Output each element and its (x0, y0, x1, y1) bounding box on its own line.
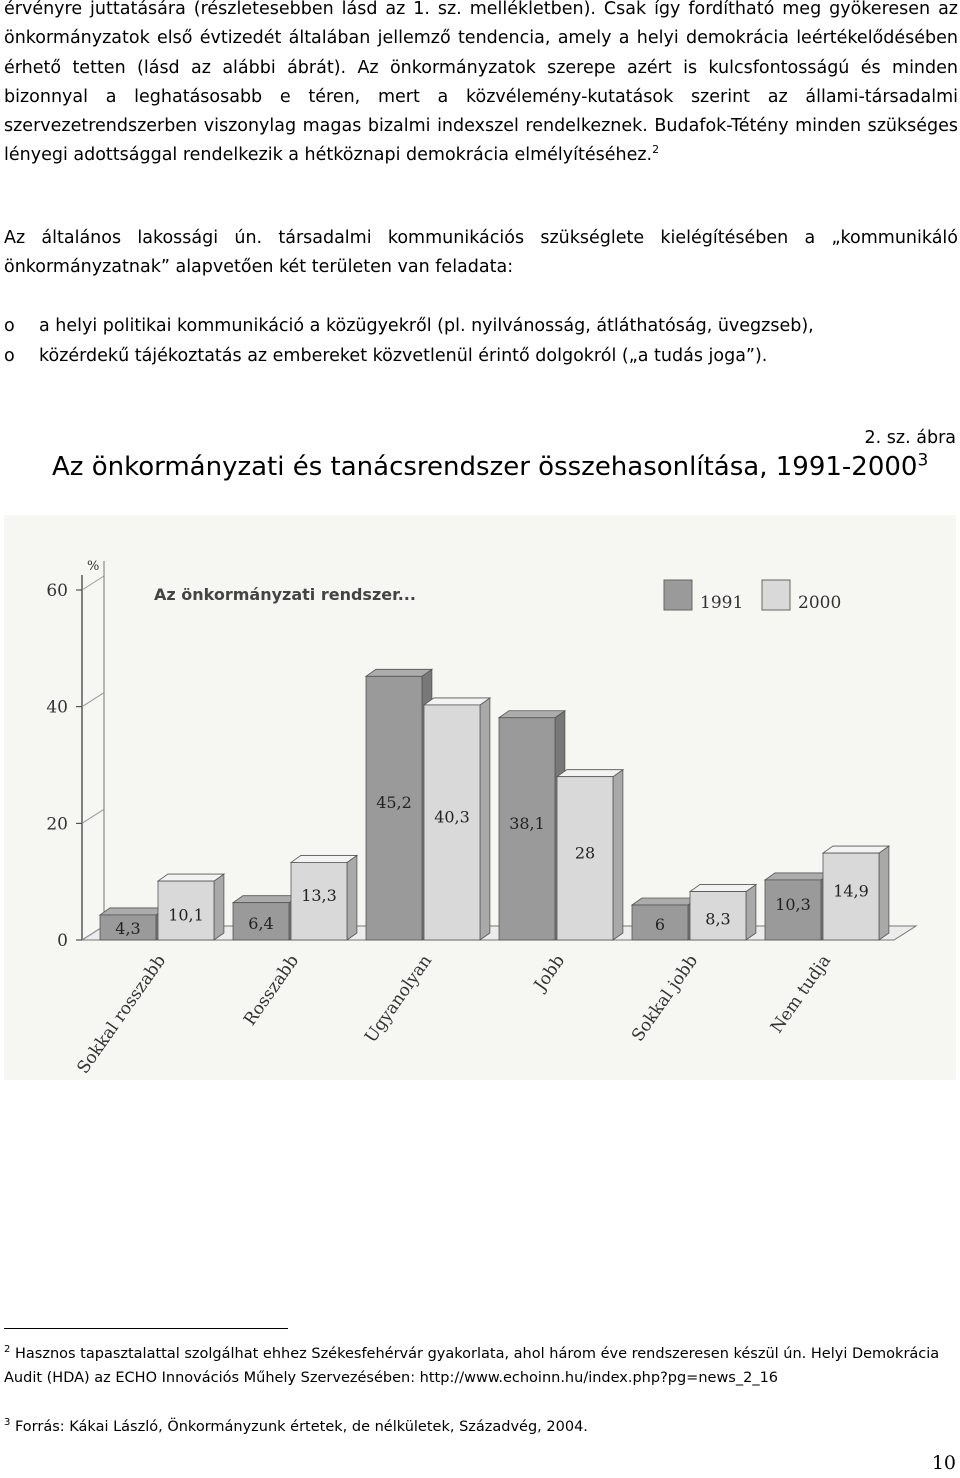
y-tick-label: 0 (57, 931, 68, 951)
body-paragraph-1 (4, 0, 958, 171)
bar-top-1991 (765, 873, 831, 880)
bar-value-label: 10,3 (775, 894, 811, 914)
bar-top-1991 (499, 711, 565, 718)
legend-label-1991: 1991 (700, 593, 744, 613)
bar-value-label: 8,3 (705, 909, 731, 929)
paragraph-1-text: érvényre juttatására (részletesebben lásd az 1. sz. mellékletben). Csak így fordítható meg gyökeresen az önkormányzatok első évtizedét általában jellemző tendencia, amely a helyi demokrácia leértékelődésében érhető tetten (lásd az alábbi ábrát). Az önkormányzatok szerepe azért is kulcsfontosságú és minden bizonnyal a leghatásosabb e téren, mert a közvélemény-kutatások szerint az állami-társadalmi szervezetrendszerben viszonylag magas bizalmi indexszel rendelkeznek. Budafok-Tétény minden szükséges lényegi adottsággal rendelkezik a hétköznapi demokrácia elmélyítéséhez. (4, 0, 958, 166)
footnote-2-number: 2 (4, 1344, 11, 1356)
bar-chart-svg (4, 515, 956, 1080)
bar-value-label: 6 (654, 915, 666, 934)
bar-value-label: 10,1 (168, 905, 204, 925)
footnote-separator (4, 1328, 288, 1329)
chart-inner-title: Az önkormányzati rendszer... (154, 585, 416, 604)
bar-side-2000 (613, 770, 623, 940)
bar-side-2000 (746, 885, 756, 940)
bar-value-label: 45,2 (376, 793, 412, 813)
bar-top-2000 (823, 846, 889, 853)
x-category-label: Jobb (530, 951, 570, 995)
legend-swatch-1991 (664, 580, 692, 610)
bullet-mark: o (4, 346, 15, 366)
bar-top-2000 (291, 855, 357, 862)
footnote-3-number: 3 (4, 1417, 11, 1429)
y-tick-label: 60 (46, 581, 68, 601)
footnote-2-text: Hasznos tapasztalattal szolgálhat ehhez Székesfehérvár gyakorlata, ahol három éve rendszeresen készül ún. Helyi Demokrácia Audit (HDA) az ECHO Innovációs Műhely Szervezésében: http://www.echoinn.hu/index.php?pg=news_2_16 (4, 1346, 940, 1386)
bullet-item-1 (4, 312, 958, 341)
bar-top-2000 (690, 885, 756, 892)
bullet-mark: o (4, 316, 15, 336)
x-category-label: Rosszabb (240, 951, 304, 1030)
footnote-ref-3[interactable]: 3 (917, 450, 929, 471)
bullet-item-2 (4, 342, 958, 371)
bar-top-1991 (100, 908, 166, 915)
bar-chart (4, 515, 956, 1080)
bar-value-label: 28 (574, 843, 596, 863)
bar-top-2000 (158, 874, 224, 881)
bar-top-1991 (233, 896, 299, 903)
x-category-label: Sokkal jobb (627, 951, 703, 1046)
bar-side-2000 (480, 698, 490, 940)
bar-side-2000 (347, 855, 357, 940)
bar-top-2000 (424, 698, 490, 705)
bar-value-label: 4,3 (115, 918, 141, 938)
x-category-label: Ugyanolyan (361, 951, 437, 1047)
bar-top-2000 (557, 770, 623, 777)
bar-value-label: 14,9 (833, 881, 869, 901)
x-category-label: Nem tudja (766, 951, 836, 1038)
legend-label-2000: 2000 (798, 593, 842, 613)
figure-number: 2. sz. ábra (864, 428, 956, 448)
figure-title-text: Az önkormányzati és tanácsrendszer összehasonlítása, 1991-2000 (52, 452, 918, 482)
bar-value-label: 6,4 (248, 914, 274, 934)
bar-value-label: 13,3 (301, 886, 337, 906)
bar-top-1991 (632, 898, 698, 905)
bullet-text: közérdekű tájékoztatás az embereket közvetlenül érintő dolgokról („a tudás joga”). (39, 346, 768, 366)
bar-side-2000 (879, 846, 889, 940)
footnote-ref-2[interactable]: 2 (652, 143, 660, 157)
bar-side-2000 (214, 874, 224, 940)
y-tick-label: 40 (46, 697, 68, 718)
legend-swatch-2000 (762, 580, 790, 610)
footnote-3-text: Forrás: Kákai László, Önkormányzunk értetek, de nélkületek, Századvég, 2004. (14, 1419, 588, 1435)
bullet-text: a helyi politikai kommunikáció a közügyekről (pl. nyilvánosság, átláthatóság, üvegzseb), (39, 316, 814, 336)
bar-top-1991 (366, 669, 432, 676)
page-number: 10 (931, 1452, 956, 1474)
body-paragraph-2: Az általános lakossági ún. társadalmi kommunikációs szükséglete kielégítésében a „kommunikáló önkormányzatnak” alapvetően két területen van feladata: (4, 228, 958, 278)
figure-title (52, 452, 928, 482)
y-axis-unit-label: % (87, 559, 100, 574)
bar-value-label: 38,1 (509, 813, 545, 833)
footnote-3 (4, 1415, 954, 1439)
footnote-2 (4, 1342, 954, 1390)
bar-value-label: 40,3 (434, 807, 470, 827)
x-category-label: Sokkal rosszabb (73, 951, 171, 1078)
y-tick-label: 20 (46, 814, 68, 835)
